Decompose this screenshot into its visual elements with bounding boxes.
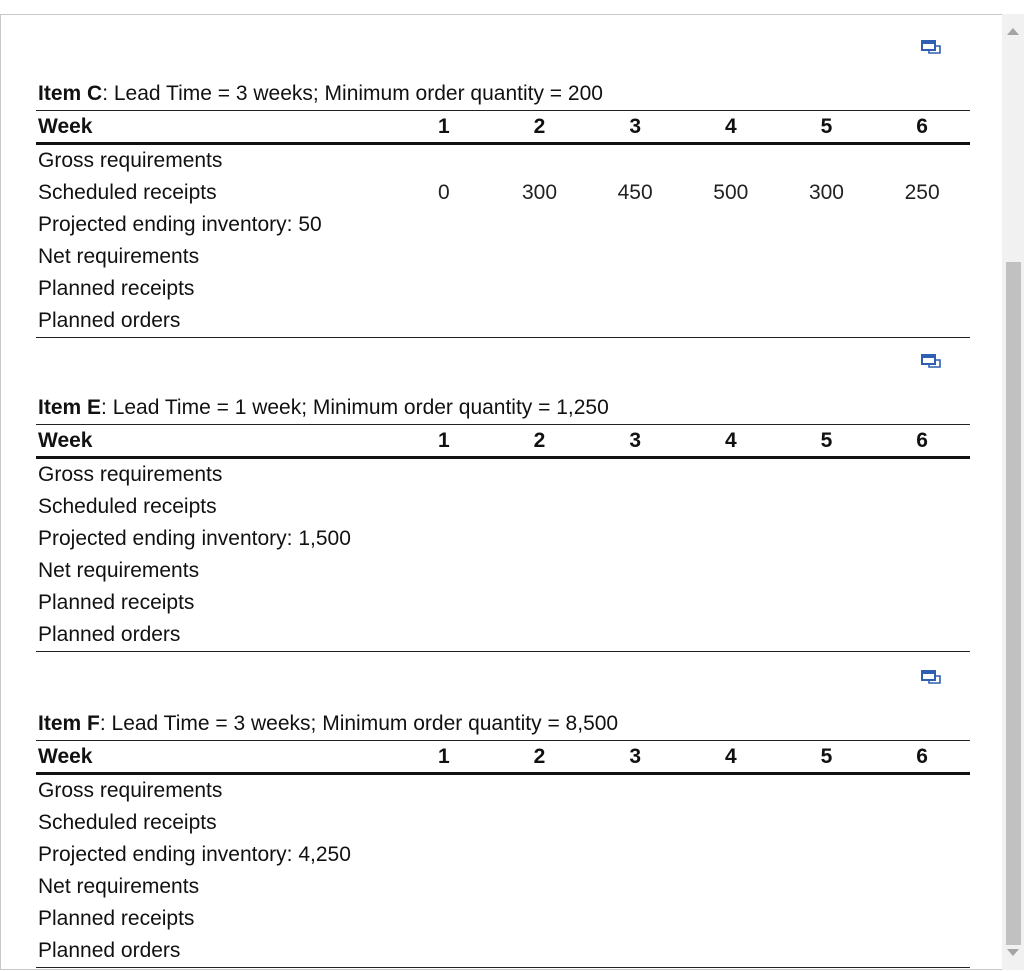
cell-week-3 — [587, 807, 683, 839]
week-number-3: 3 — [587, 741, 683, 774]
cell-week-1 — [396, 209, 492, 241]
cell-week-6 — [874, 807, 970, 839]
cell-week-1 — [396, 144, 492, 178]
table-row — [36, 619, 970, 652]
cell-week-3 — [587, 587, 683, 619]
cell-week-2 — [492, 774, 588, 808]
week-number-5: 5 — [779, 425, 875, 458]
table-row — [36, 587, 970, 619]
cell-week-5 — [779, 935, 875, 968]
cell-week-2 — [492, 807, 588, 839]
row-label: Planned orders — [36, 619, 396, 652]
cell-week-6 — [874, 935, 970, 968]
cell-week-6 — [874, 241, 970, 273]
table-row — [36, 871, 970, 903]
cell-week-5 — [779, 458, 875, 492]
week-header-label: Week — [36, 425, 396, 458]
table-row — [36, 935, 970, 968]
cell-week-5 — [779, 619, 875, 652]
week-number-4: 4 — [683, 425, 779, 458]
cell-week-6 — [874, 144, 970, 178]
cell-week-6 — [874, 903, 970, 935]
table-row — [36, 177, 970, 209]
week-number-6: 6 — [874, 741, 970, 774]
mrp-table — [36, 110, 970, 338]
week-header-row — [36, 425, 970, 458]
table-row — [36, 144, 970, 178]
row-label: Planned orders — [36, 935, 396, 968]
scroll-up-arrow-icon[interactable] — [1007, 28, 1019, 35]
week-number-4: 4 — [683, 111, 779, 144]
mrp-table — [36, 740, 970, 968]
table-row — [36, 458, 970, 492]
cell-week-6 — [874, 619, 970, 652]
table-row — [36, 273, 970, 305]
cell-week-2 — [492, 458, 588, 492]
cell-week-2 — [492, 935, 588, 968]
item-caption — [38, 711, 618, 737]
item-label: Item E — [38, 396, 102, 419]
week-number-4: 4 — [683, 741, 779, 774]
cell-week-5 — [779, 491, 875, 523]
cell-week-1 — [396, 458, 492, 492]
cell-week-6 — [874, 555, 970, 587]
week-number-5: 5 — [779, 111, 875, 144]
week-number-2: 2 — [492, 741, 588, 774]
cell-week-6 — [874, 305, 970, 338]
cell-week-3 — [587, 839, 683, 871]
cell-week-5 — [779, 209, 875, 241]
cell-week-2 — [492, 144, 588, 178]
row-label: Projected ending inventory: 4,250 — [38, 843, 351, 866]
cell-week-1: 0 — [438, 181, 450, 204]
cell-week-6 — [874, 491, 970, 523]
cell-week-1 — [396, 305, 492, 338]
week-number-3: 3 — [587, 111, 683, 144]
cell-week-5 — [779, 144, 875, 178]
cell-week-4: 500 — [713, 181, 749, 204]
table-row — [36, 555, 970, 587]
cell-week-1 — [396, 523, 492, 555]
cell-week-5: 300 — [808, 181, 844, 204]
cell-week-6 — [874, 273, 970, 305]
table-row — [36, 774, 970, 808]
cell-week-4 — [683, 273, 779, 305]
cell-week-4 — [683, 305, 779, 338]
table-row — [36, 903, 970, 935]
expand-window-icon[interactable] — [920, 353, 942, 371]
mrp-table — [36, 424, 970, 652]
cell-week-4 — [683, 523, 779, 555]
scroll-thumb[interactable] — [1006, 262, 1021, 945]
cell-week-1 — [396, 491, 492, 523]
cell-week-2 — [492, 241, 588, 273]
row-label: Projected ending inventory: 1,500 — [38, 527, 351, 550]
cell-week-3 — [587, 903, 683, 935]
item-description: : Lead Time = 3 weeks; Minimum order quantity = 200 — [102, 82, 603, 105]
row-label: Net requirements — [38, 245, 200, 268]
cell-week-3 — [587, 241, 683, 273]
item-caption — [38, 81, 603, 107]
content-frame — [0, 14, 1023, 970]
cell-week-1 — [396, 935, 492, 968]
cell-week-3 — [587, 555, 683, 587]
cell-week-1 — [396, 774, 492, 808]
cell-week-2: 300 — [521, 181, 558, 204]
cell-week-2 — [492, 491, 588, 523]
cell-week-5 — [779, 523, 875, 555]
cell-week-1 — [396, 555, 492, 587]
cell-week-4 — [683, 209, 779, 241]
cell-week-5 — [779, 807, 875, 839]
cell-week-3 — [587, 491, 683, 523]
cell-week-4 — [683, 241, 779, 273]
cell-week-6 — [874, 839, 970, 871]
cell-week-2 — [492, 209, 588, 241]
cell-week-1 — [396, 839, 492, 871]
week-number-3: 3 — [587, 425, 683, 458]
row-label: Scheduled receipts — [38, 811, 217, 834]
cell-week-3 — [587, 209, 683, 241]
cell-week-2 — [492, 523, 588, 555]
cell-week-2 — [492, 273, 588, 305]
cell-week-4 — [683, 555, 779, 587]
row-label: Planned orders — [36, 305, 396, 338]
row-label: Net requirements — [38, 875, 200, 898]
cell-week-4 — [683, 774, 779, 808]
cell-week-3 — [587, 935, 683, 968]
cell-week-3 — [587, 144, 683, 178]
expand-window-icon[interactable] — [920, 39, 942, 57]
table-row — [36, 305, 970, 338]
cell-week-4 — [683, 144, 779, 178]
cell-week-5 — [779, 305, 875, 338]
week-number-6: 6 — [874, 425, 970, 458]
cell-week-4 — [683, 839, 779, 871]
row-label: Scheduled receipts — [38, 495, 217, 518]
scroll-down-arrow-icon[interactable] — [1007, 949, 1019, 956]
item-caption — [38, 395, 609, 421]
cell-week-1 — [396, 273, 492, 305]
item-description: : Lead Time = 3 weeks; Minimum order quantity = 8,500 — [99, 712, 619, 735]
cell-week-4 — [683, 491, 779, 523]
cell-week-5 — [779, 273, 875, 305]
cell-week-3 — [587, 871, 683, 903]
row-label: Scheduled receipts — [38, 181, 217, 204]
cell-week-4 — [683, 587, 779, 619]
row-label: Net requirements — [38, 559, 200, 582]
week-header-row — [36, 111, 970, 144]
row-label: Gross requirements — [38, 149, 223, 172]
week-header-label: Week — [36, 741, 396, 774]
cell-week-5 — [779, 871, 875, 903]
week-number-2: 2 — [492, 425, 588, 458]
cell-week-6 — [874, 587, 970, 619]
cell-week-1 — [396, 807, 492, 839]
cell-week-3: 450 — [617, 181, 653, 204]
table-row — [36, 241, 970, 273]
cell-week-2 — [492, 839, 588, 871]
row-label: Projected ending inventory: 50 — [38, 213, 322, 236]
cell-week-1 — [396, 241, 492, 273]
cell-week-3 — [587, 273, 683, 305]
item-description: : Lead Time = 1 week; Minimum order quantity = 1,250 — [101, 396, 609, 419]
week-header-label: Week — [36, 111, 396, 144]
cell-week-4 — [683, 871, 779, 903]
row-label: Gross requirements — [38, 463, 223, 486]
row-label: Planned receipts — [38, 907, 195, 930]
cell-week-2 — [492, 619, 588, 652]
cell-week-1 — [396, 871, 492, 903]
row-label: Planned receipts — [38, 591, 195, 614]
cell-week-3 — [587, 619, 683, 652]
week-number-2: 2 — [492, 111, 588, 144]
week-number-1: 1 — [396, 741, 492, 774]
cell-week-4 — [683, 807, 779, 839]
item-label: Item C — [38, 82, 103, 105]
week-number-5: 5 — [779, 741, 875, 774]
week-number-1: 1 — [396, 111, 492, 144]
table-row — [36, 839, 970, 871]
cell-week-4 — [683, 935, 779, 968]
cell-week-2 — [492, 903, 588, 935]
table-row — [36, 523, 970, 555]
cell-week-3 — [587, 523, 683, 555]
cell-week-4 — [683, 619, 779, 652]
week-number-6: 6 — [874, 111, 970, 144]
cell-week-2 — [492, 555, 588, 587]
cell-week-6 — [874, 774, 970, 808]
row-label: Gross requirements — [38, 779, 223, 802]
vertical-scrollbar[interactable] — [1002, 14, 1024, 970]
week-number-1: 1 — [396, 425, 492, 458]
table-row — [36, 209, 970, 241]
cell-week-5 — [779, 241, 875, 273]
week-header-row — [36, 741, 970, 774]
cell-week-3 — [587, 774, 683, 808]
cell-week-6 — [874, 209, 970, 241]
cell-week-6 — [874, 458, 970, 492]
cell-week-4 — [683, 458, 779, 492]
table-row — [36, 491, 970, 523]
cell-week-3 — [587, 305, 683, 338]
cell-week-6 — [874, 871, 970, 903]
expand-window-icon[interactable] — [920, 669, 942, 687]
cell-week-5 — [779, 555, 875, 587]
cell-week-6 — [874, 523, 970, 555]
cell-week-4 — [683, 903, 779, 935]
cell-week-1 — [396, 619, 492, 652]
cell-week-5 — [779, 839, 875, 871]
cell-week-5 — [779, 774, 875, 808]
item-label: Item F — [38, 712, 100, 735]
cell-week-6: 250 — [904, 181, 940, 204]
row-label: Planned receipts — [38, 277, 195, 300]
cell-week-5 — [779, 903, 875, 935]
cell-week-1 — [396, 587, 492, 619]
table-row — [36, 807, 970, 839]
cell-week-3 — [587, 458, 683, 492]
cell-week-2 — [492, 871, 588, 903]
cell-week-2 — [492, 305, 588, 338]
cell-week-1 — [396, 903, 492, 935]
cell-week-5 — [779, 587, 875, 619]
cell-week-2 — [492, 587, 588, 619]
